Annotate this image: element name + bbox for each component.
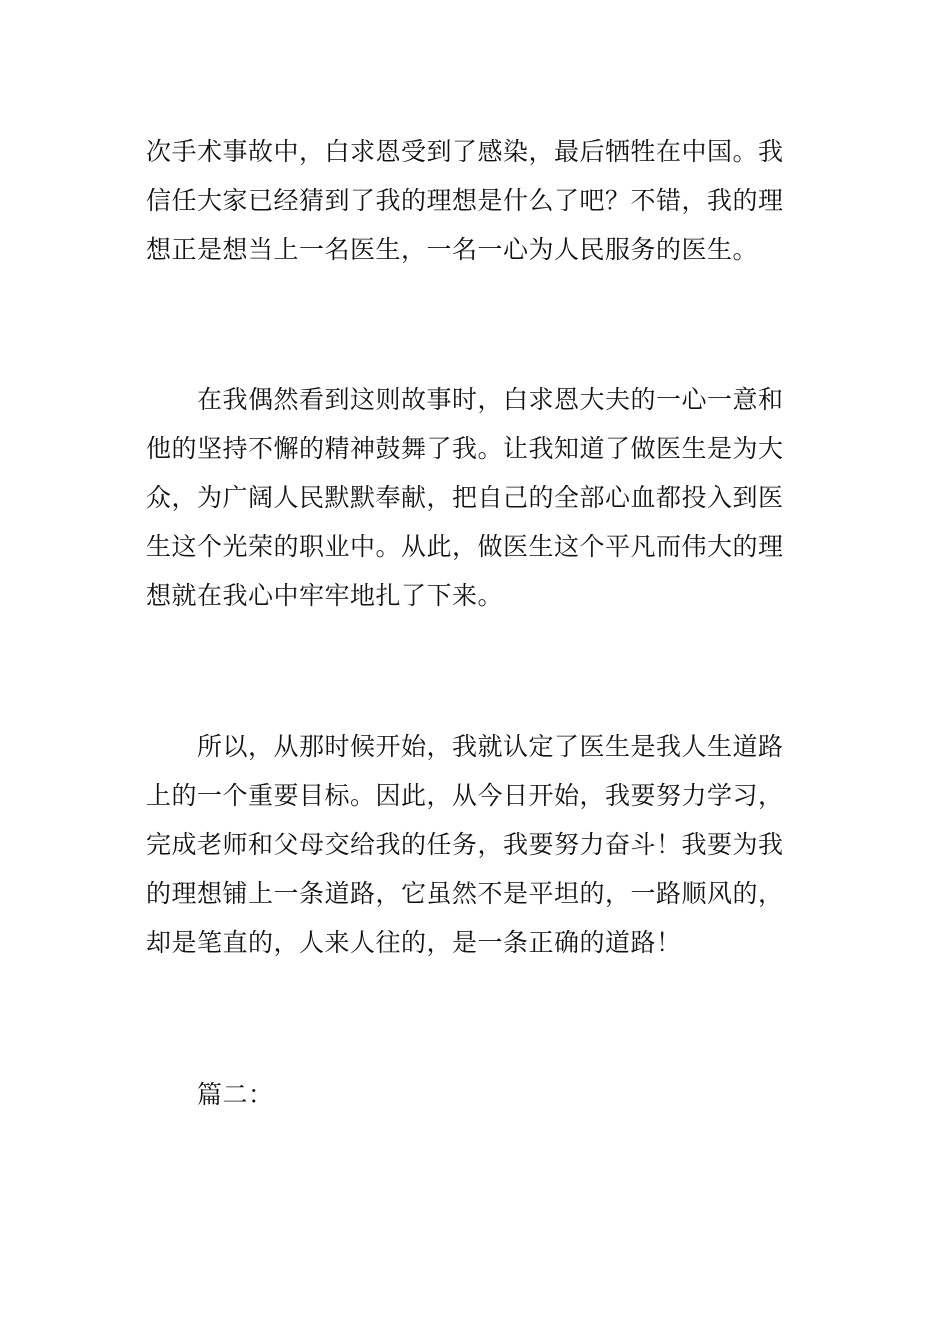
text-line: 信任大家已经猜到了我的理想是什么了吧？不错，我的理 <box>146 186 784 215</box>
text-line: 他的坚持不懈的精神鼓舞了我。让我知道了做医生是为大 <box>146 434 784 463</box>
text-line: 想正是想当上一名医生，一名一心为人民服务的医生。 <box>146 235 759 264</box>
text-line: 所以，从那时候开始，我就认定了医生是我人生道路 <box>197 732 784 761</box>
text-line: 众，为广阔人民默默奉献，把自己的全部心血都投入到医 <box>146 483 784 512</box>
paragraph-continuation <box>146 127 806 274</box>
text-line: 想就在我心中牢牢地扎了下来。 <box>146 581 504 610</box>
text-line: 上的一个重要目标。因此，从今日开始，我要努力学习， <box>146 781 784 810</box>
section-heading-text: 篇二： <box>197 1080 274 1109</box>
text-line: 的理想铺上一条道路，它虽然不是平坦的，一路顺风的， <box>146 879 784 908</box>
text-line: 生这个光荣的职业中。从此，做医生这个平凡而伟大的理 <box>146 532 784 561</box>
paragraph-goal <box>146 722 806 967</box>
text-line: 在我偶然看到这则故事时，白求恩大夫的一心一意和 <box>197 385 784 414</box>
paragraph-inspiration <box>146 375 806 620</box>
text-line: 却是笔直的，人来人往的，是一条正确的道路！ <box>146 928 682 957</box>
text-line: 完成老师和父母交给我的任务，我要努力奋斗！我要为我 <box>146 830 784 859</box>
text-line: 次手术事故中，白求恩受到了感染，最后牺牲在中国。我 <box>146 137 784 166</box>
section-heading <box>146 1070 806 1119</box>
